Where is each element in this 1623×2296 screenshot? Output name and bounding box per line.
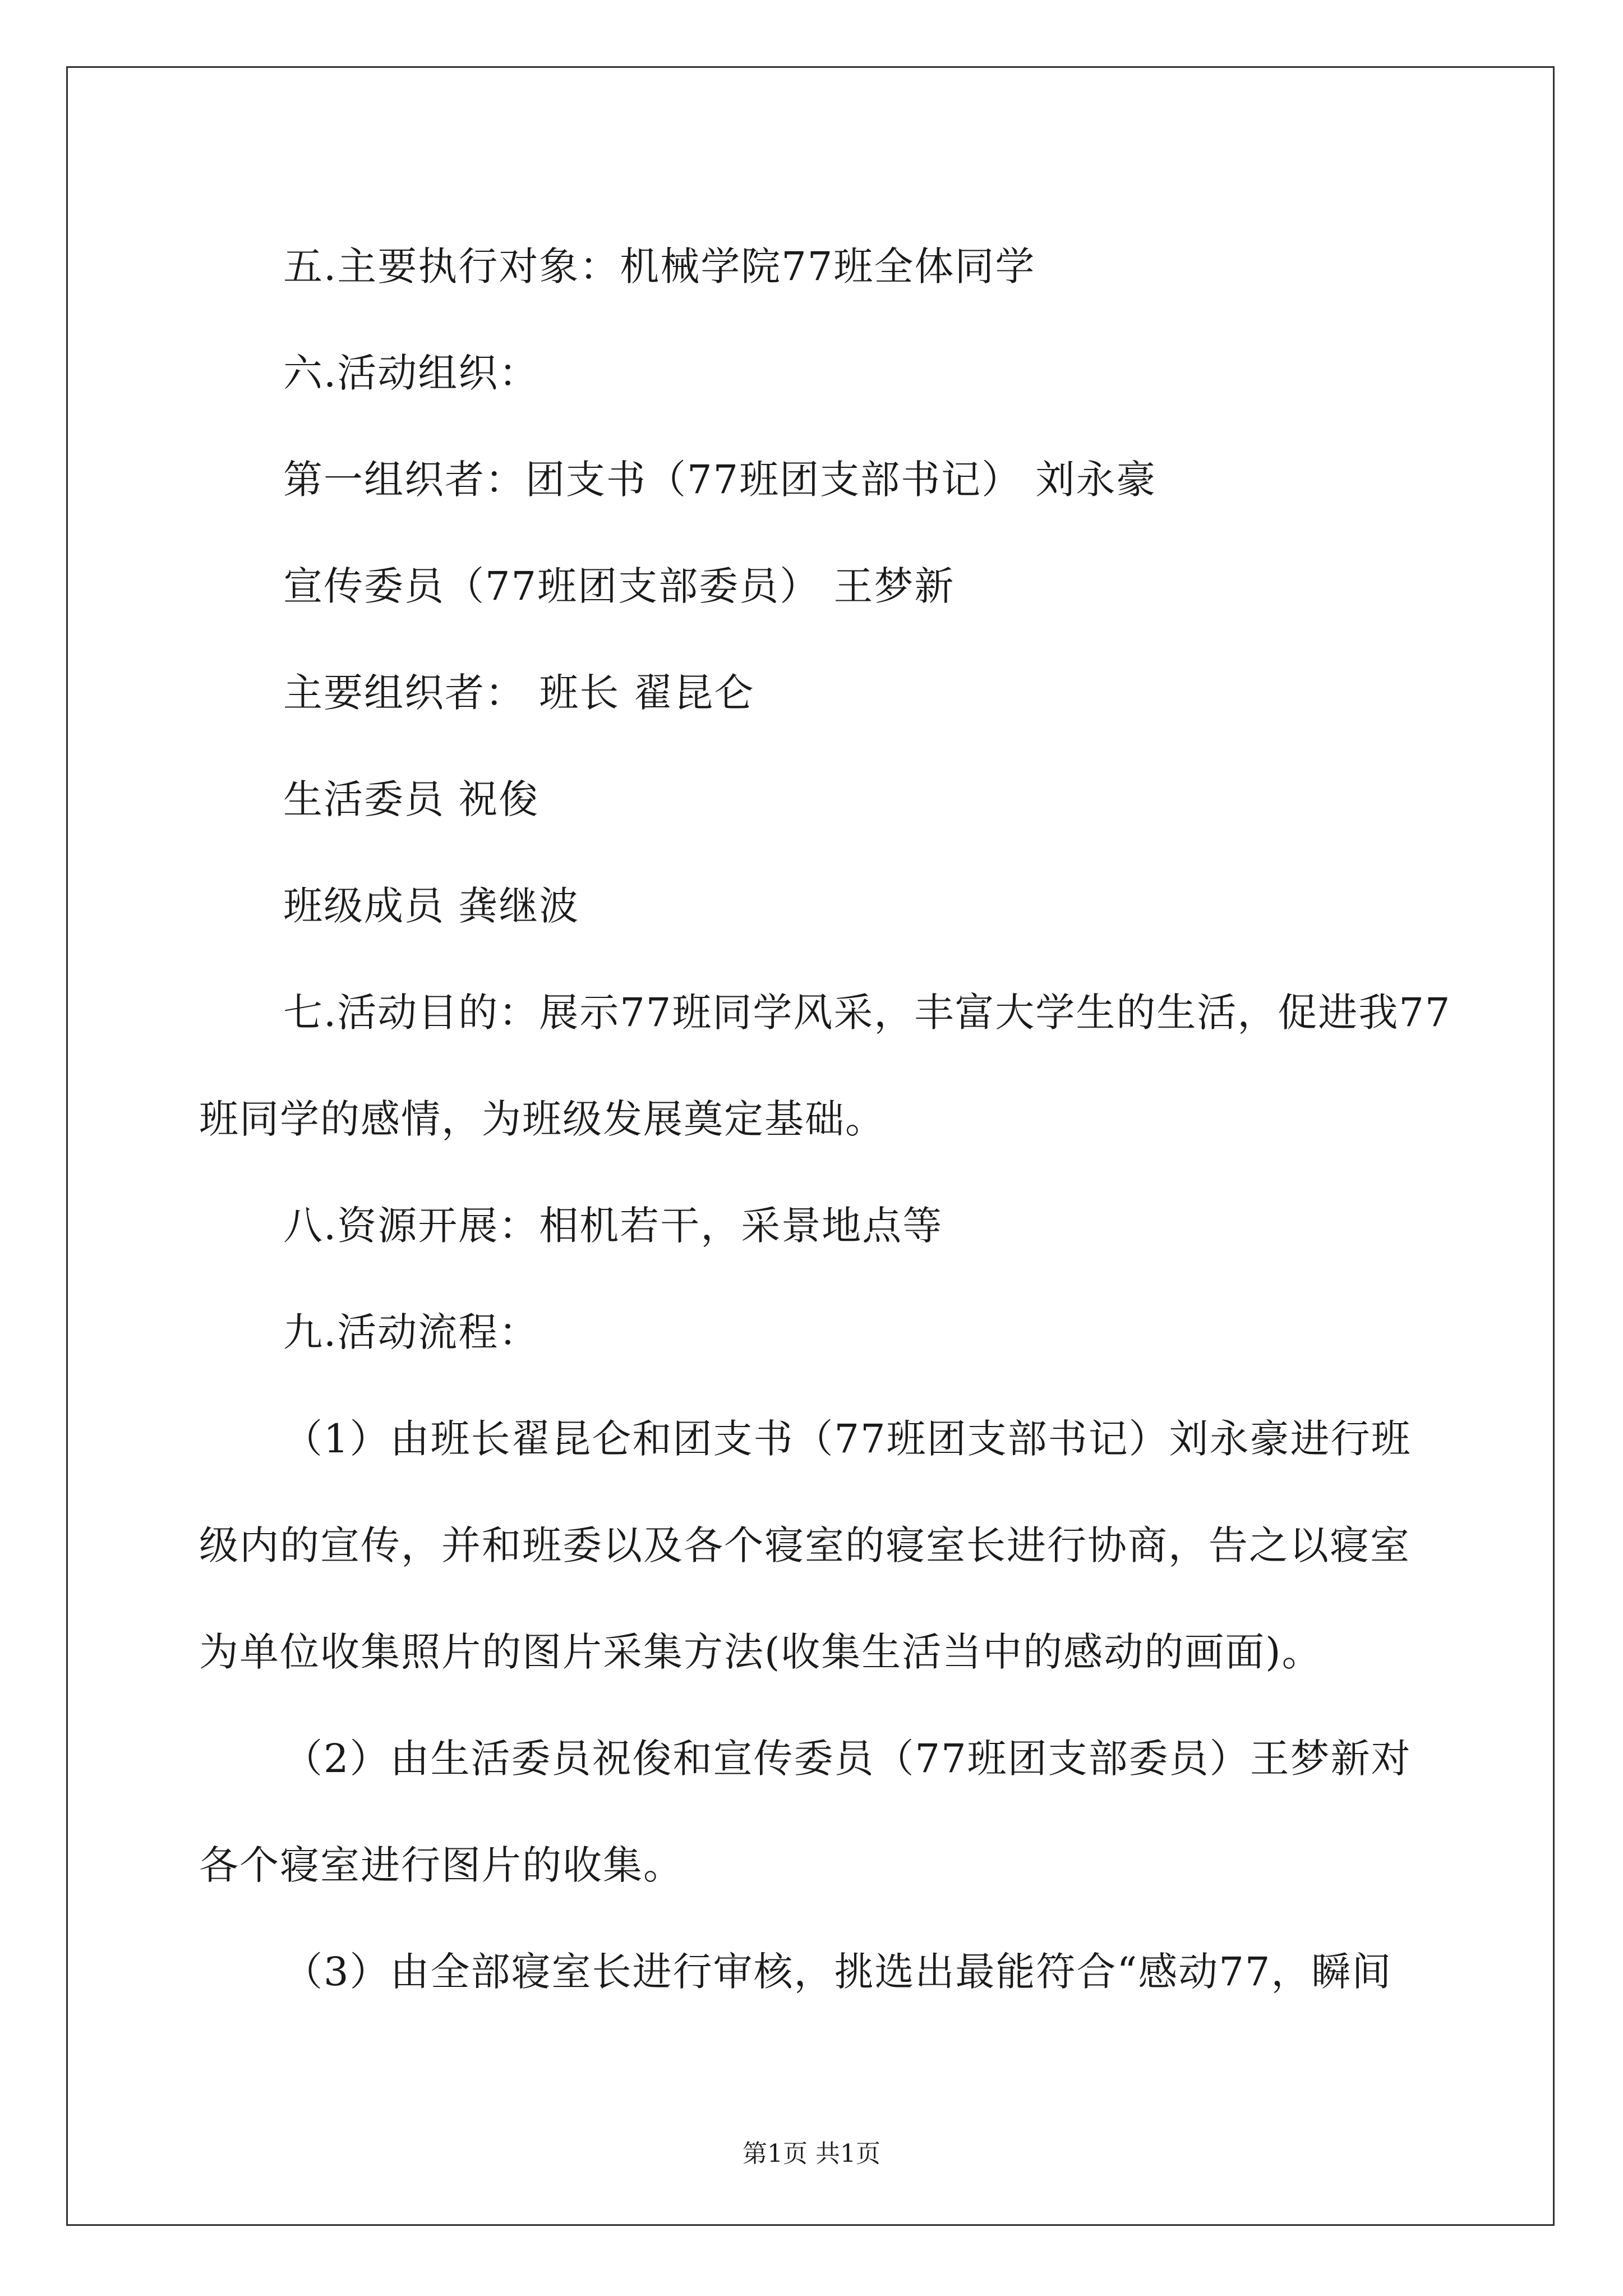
paragraph-line: 五.主要执行对象：机械学院77班全体同学 xyxy=(283,243,1036,289)
paragraph-line: 六.活动组织： xyxy=(283,350,540,396)
paragraph-line: 宣传委员（77班团支部委员） 王梦新 xyxy=(283,563,955,609)
paragraph-continuation-line: 班同学的感情，为班级发展奠定基础。 xyxy=(199,1096,886,1142)
paragraph-line: （1）由班长翟昆仑和团支书（77班团支部书记）刘永豪进行班 xyxy=(283,1416,1412,1462)
paragraph-line: 八.资源开展：相机若干，采景地点等 xyxy=(283,1203,943,1249)
paragraph-continuation-line: 为单位收集照片的图片采集方法(收集生活当中的感动的画面)。 xyxy=(199,1629,1322,1675)
paragraph-line: 主要组织者： 班长 翟昆仑 xyxy=(283,670,755,716)
paragraph-continuation-line: 级内的宣传，并和班委以及各个寝室的寝室长进行协商，告之以寝室 xyxy=(199,1522,1410,1568)
paragraph-line: 班级成员 龚继波 xyxy=(283,883,580,929)
paragraph-line: 生活委员 祝俊 xyxy=(283,776,540,822)
paragraph-line: （3）由全部寝室长进行审核，挑选出最能符合“感动77，瞬间 xyxy=(283,1949,1393,1995)
page-footer: 第1页 共1页 xyxy=(743,2139,880,2168)
paragraph-line: 第一组织者：团支书（77班团支部书记） 刘永豪 xyxy=(283,457,1157,503)
paragraph-line: 七.活动目的：展示77班同学风采，丰富大学生的生活，促进我77 xyxy=(283,990,1451,1036)
paragraph-continuation-line: 各个寝室进行图片的收集。 xyxy=(199,1842,684,1888)
paragraph-line: （2）由生活委员祝俊和宣传委员（77班团支部委员）王梦新对 xyxy=(283,1736,1412,1782)
paragraph-line: 九.活动流程： xyxy=(283,1309,540,1355)
document-body xyxy=(199,213,1451,2025)
